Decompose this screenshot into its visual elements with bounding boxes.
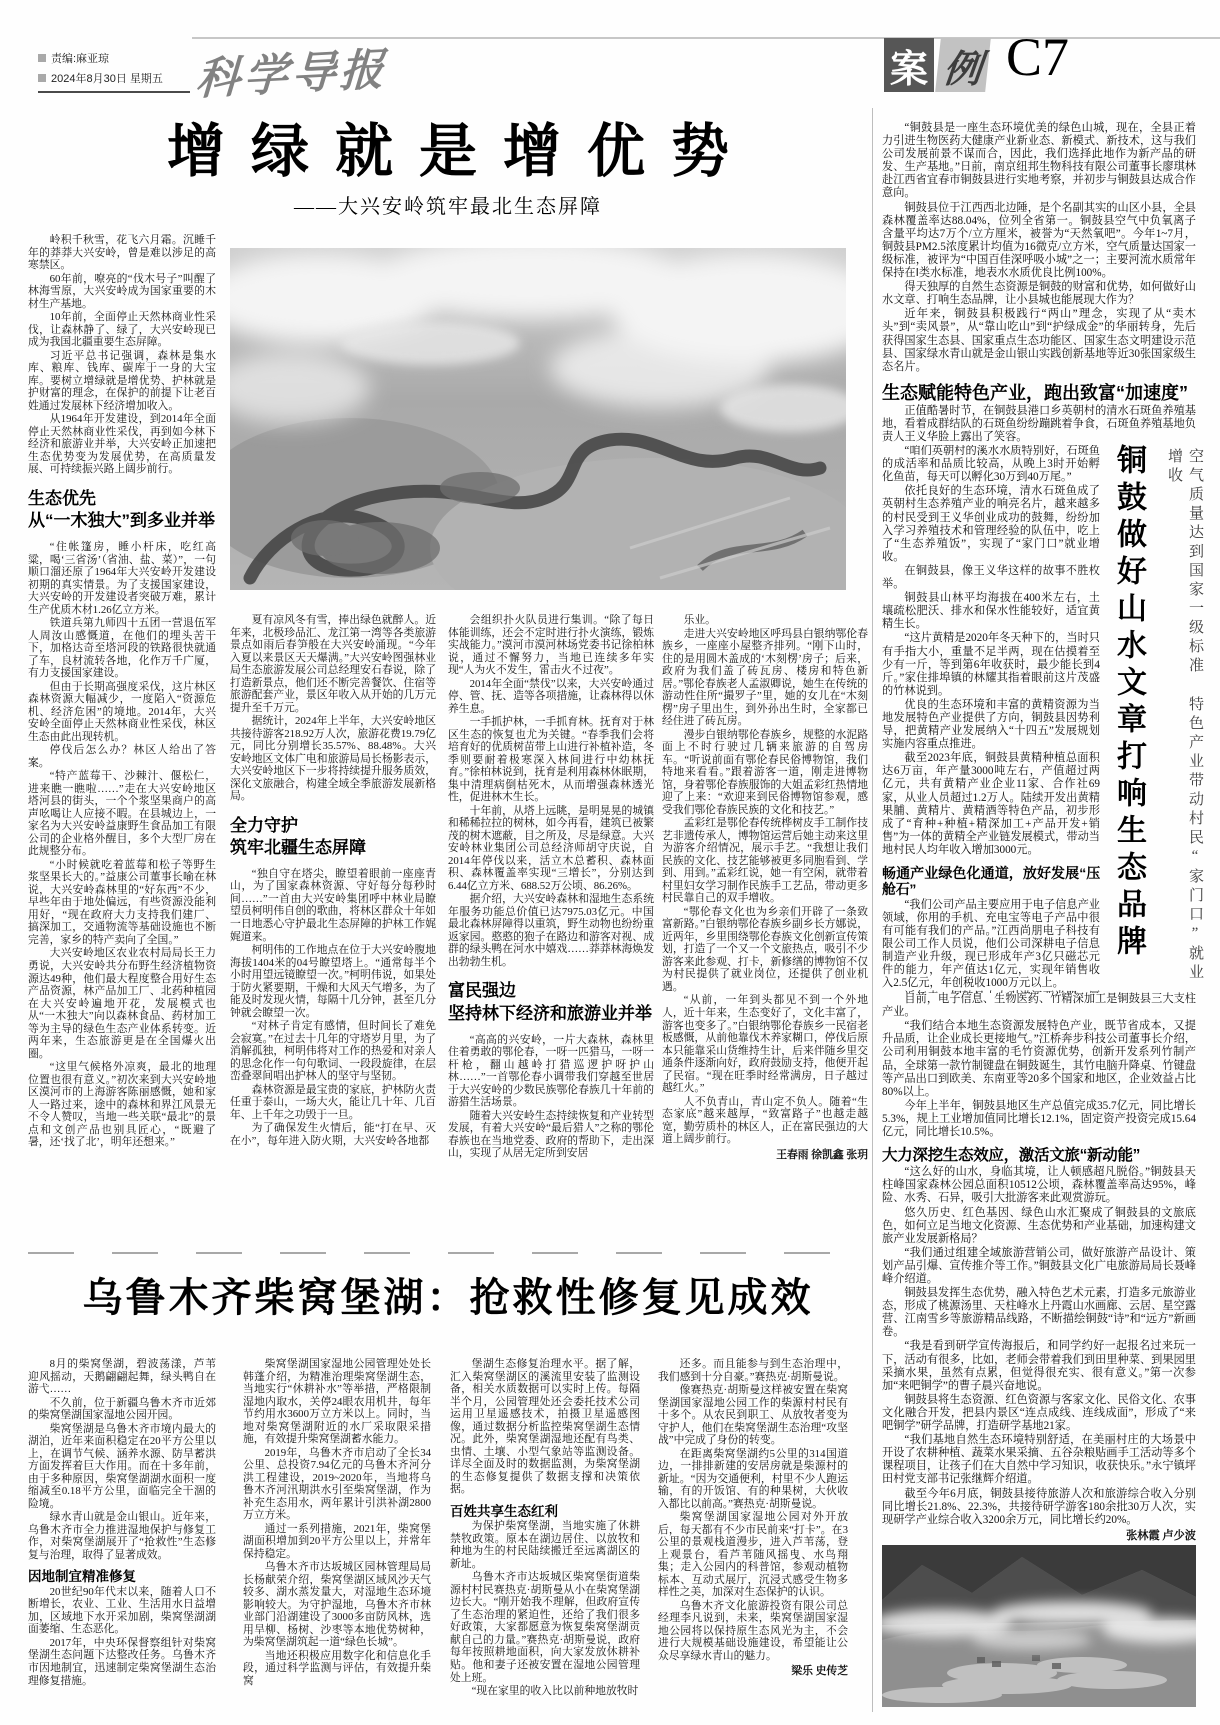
paragraph-group (882, 445, 1100, 857)
paragraph: 得天独厚的自然生态资源是铜鼓的财富和优势，如何做好山水文章、打响生态品牌，让小县城也能展现大作为？ (882, 281, 1196, 307)
paragraph: “我是看到研学宣传海报后，和同学约好一起报名过来玩一下，活动有很多，比如，老师会带着我们到田里种菜、到果园里采摘水果，虽然有点累，但觉得很充实、很有意义。”第一次参加“来吧铜学”的曹子晨兴奋地说。 (882, 1340, 1196, 1392)
paragraph-group (882, 1166, 1196, 1527)
article1-column-3 (448, 614, 654, 1242)
paragraph: 十年前，从塔上远眺，是明晃晃的城镇和稀稀拉拉的树林，如今再看，建筑已被繁茂的树木遮蔽，目之所及，尽是绿意。大兴安岭林业集团公司总经济师胡守庆说，自2014年停伐以来，活立木总蓄积、森林面积、森林覆盖率实现“三增长”，分别达到6.44亿立方米、688.52万公顷、86.26%。 (448, 804, 654, 892)
paragraph: 随着大兴安岭生态持续恢复和产业转型发展，有着大兴安岭“最后猎人”之称的鄂伦春族也在当地党委、政府的帮助下，走出深山，实现了从居无定所到安居 (448, 1109, 654, 1160)
paragraph-group (882, 899, 1100, 993)
paragraph: 悠久历史、红色基因、绿色山水汇聚成了铜鼓县的文旅底色，如何立足当地文化资源、生态优势和产业基础，加速构建文旅产业发展新格局？ (882, 1206, 1196, 1245)
article3-column-4 (658, 1358, 848, 1712)
paragraph: 习近平总书记强调，森林是集水库、粮库、钱库、碳库于一身的大宝库。要树立增绿就是增优势、护林就是护财富的理念，在保护的前提下让老百姓通过发展林下经济增加收入。 (28, 349, 216, 412)
paragraph: “我们公司产品主要应用于电子信息产业领域，你用的手机、充电宝等电子产品中很有可能有我们的产品。”江西尚朋电子科技有限公司工作人员说，他们公司深耕电子信息制造产业升级，现已形成年产3亿只磁芯元件的能力，年产值达1亿元，实现年销售收入2.5亿元，年创税收1000万元以上。 (882, 898, 1100, 990)
paragraph: 柯明伟的工作地点在位于大兴安岭腹地海拔1404米的04号瞭望塔上。“通常每半个小时用望远镜瞭望一次。”柯明伟说，如果处于防火紧要期，干燥和大风天气增多，为了能及时发现火情，每隔十几分钟，甚至几分钟就会瞭望一次。 (230, 944, 436, 1019)
paragraph-group (230, 868, 436, 1147)
paragraph: 漫步白银纳鄂伦春族乡，规整的水泥路面上不时行驶过几辆来旅游的自驾房车。“听说前面有鄂伦春民俗博物馆，我们特地来看看。”跟着游客一道，刚走进博物馆，身着鄂伦春族服饰的大姐孟彩红热情地迎了上来：“欢迎来到民俗博物馆参观，感受我们鄂伦春族民族的文化和技艺。” (662, 728, 868, 816)
paragraph: “从前，一年到头都见不到一个外地人，近十年来，生态变好了，文化丰富了，游客也变多了。”白银纳鄂伦春族乡一民宿老板感慨，从前他靠伐木养家糊口，停伐后原本只能靠采山货维持生计，后来伴随乡里交通条件逐渐向好，政府鼓励支持，他便开起了民宿。“现在旺季时经常满房，日子越过越红火。” (662, 994, 868, 1095)
article3-column-2 (243, 1358, 431, 1712)
subhead-line: 筑牢北疆生态屏障 (230, 837, 366, 857)
paragraph: “我们通过组建全域旅游营销公司，做好旅游产品设计、策划产品引爆、宣传推介等工作。”铜鼓县文化广电旅游局局长聂峰峰介绍道。 (882, 1246, 1196, 1286)
paragraph: 为保护柴窝堡湖，当地实施了休耕禁牧政策。原本在湖边居住、以放牧和种地为生的村民陆续搬迁至远离湖区的新址。 (450, 1520, 640, 1570)
paragraph: “咱们英朝村的溪水水质特别好，石斑鱼的成活率和品质比较高，从晚上3时开始孵化鱼苗，每天可以孵化30万到40万尾。” (882, 445, 1100, 484)
subhead-line: 全力守护 (230, 815, 298, 835)
paragraph: 夏有凉风冬有雪，捧出绿色就醉人。近年来，北极珍品汇、龙江第一湾等各类旅游景点如雨后春笋般在大兴安岭涌现。“今年入夏以来景区天天爆满。”大兴安岭图强林业局生态旅游发展公司总经理安石春说，除了打造新景点，他们还不断完善餐饮、住宿等旅游配套产业，景区年收入从开始的几万元提升至千万元。 (230, 614, 436, 714)
editor-row (38, 50, 190, 66)
paragraph-group (28, 234, 216, 476)
paragraph: 60年前，嘹亮的“伐木号子”叫醒了林海雪原，大兴安岭成为国家重要的木材生产基地。 (28, 272, 216, 310)
paragraph: 不久前，位于新疆乌鲁木齐市近郊的柴窝堡湖国家湿地公园开园。 (28, 1396, 216, 1422)
section-badge-an: 案 (884, 38, 934, 92)
paragraph: 据统计，2024年上半年，大兴安岭地区共接待游客218.92万人次，旅游花费19.79亿元，同比分别增长35.57%、88.48%。大兴安岭地区文体广电和旅游局局长杨影表示，大兴安岭地区下一步将持续提升服务质效，深化文旅融合，构建全域全季旅游发展新格局。 (230, 715, 436, 803)
paragraph: 乌鲁木齐市达坂城区园林管理局局长杨献荣介绍，柴窝堡湖区域风沙天气较多、湖水蒸发量大，对湿地生态环境影响较大。为守护湿地，乌鲁木齐市林业部门沿湖建设了3000多亩防风林，选用旱柳、杨树、沙枣等本地优势树种，为柴窝堡湖筑起一道“绿色长城”。 (243, 1561, 431, 1649)
paragraph-group (243, 1358, 431, 1687)
paragraph: “我们基地自然生态环境特别舒适，在美丽村庄的大场景中开设了农耕种植、蔬菜水果采摘、五谷杂粮贴画手工活动等多个课程项目，让孩子们在大自然中学习知识，收获快乐。”永宁镇坪田村党支部书记张继辉介绍道。 (882, 1434, 1196, 1486)
article1-headline: 增绿就是增优势 (166, 119, 755, 184)
article1-subhead-guard (230, 815, 436, 859)
paragraph: 近年来，铜鼓县积极践行“两山”理念，实现了从“卖木头”到“卖风景”，从“靠山吃山”到“护绿成金”的华丽转身，先后获得国家生态县、国家重点生态功能区、国家生态文明建设示范县、国家绿水青山就是金山银山实践创新基地等近30张国家级生态名片。 (882, 308, 1196, 373)
article1-subhead-rich (448, 980, 654, 1024)
bullet-square-icon (38, 74, 46, 82)
paragraph: “对林子肯定有感情，但时间长了难免会寂寞。”在过去十几年的守塔岁月里，为了消解孤独，柯明伟将对工作的热爱和对亲人的思念化作一句句歌词、一段段旋律，在层峦叠翠间唱出护林人的坚守与坚韧。 (230, 1020, 436, 1083)
date-label: 2024年8月30日 星期五 (51, 73, 163, 85)
article3-column-3 (450, 1358, 640, 1712)
paragraph-group (28, 1358, 216, 1561)
article3-subhead-2: 百姓共享生态红利 (450, 1503, 558, 1519)
paragraph: 柴窝堡湖是乌鲁木齐市境内最大的湖泊，近年来面积稳定在20平方公里以上，在调节气候、涵养水源、防旱蓄洪方面发挥着巨大作用。而在十多年前，由于多种原因，柴窝堡湖湖水面积一度缩减至0.18平方公里，面临完全干涸的险境。 (28, 1422, 216, 1510)
article2-subhead-2: 畅通产业绿色化通道，放好发展“压舱石” (882, 865, 1100, 898)
paragraph: 走进大兴安岭地区呼玛县白银纳鄂伦春族乡，一座座小屋整齐排列。“刚下山时，住的是用圆木盖成的‘木刻楞’房子；后来，政府为我们盖了砖瓦房、楼房和特色新居。”鄂伦春族老人孟淑卿说，她生在传统的游动性住所“撮罗子”里，她的女儿在“木刻楞”房子里出生，到外孙出生时，全家都已经住进了砖瓦房。 (662, 627, 868, 728)
aerial-river-photo (230, 248, 846, 590)
article2-lead-paragraph: 正值酷暑时节，在铜鼓县港口乡英朝村的清水石斑鱼养殖基地，看着成群结队的石斑鱼纷纷蹦跳着争食，石斑鱼养殖基地负责人王义华脸上露出了笑容。 (882, 404, 1196, 444)
paragraph-group (450, 1358, 640, 1496)
paragraph: “小时候就吃着蓝莓和松子等野生浆坚果长大的。”益康公司董事长喻在林说，大兴安岭森林里的“好东西”不少，早些年由于地处偏远，有些资源没能利用好，“现在政府大力支持我们建厂、搞深加工，交通物流等基础设施也不断完善，家乡的特产卖向了全国。” (28, 858, 216, 946)
paragraph: 2014年全面“禁伐”以来，大兴安岭通过停、管、抚、造等各项措施，让森林得以休养生息。 (448, 677, 654, 715)
paragraph: 森林资源是最宝贵的家底，护林防火责任重于泰山，一场大火，能让几十年、几百年、上千年之功毁于一旦。 (230, 1083, 436, 1121)
paragraph: 截至今年6月底，铜鼓县接待旅游人次和旅游综合收入分别同比增长21.8%、22.3%，共接待研学游客180余批30万人次，实现研学产业综合收入3200余万元，同比增长约20%。 (882, 1487, 1196, 1526)
article2-byline: 张林霞 卢少波 (1126, 1529, 1196, 1542)
paragraph: 当地还积极应用数字化和信息化手段，通过科学监测与评估，有效提升柴窝 (243, 1649, 431, 1687)
date-row (38, 70, 190, 86)
paragraph: 像赛热克·胡斯曼这样被安置在柴窝堡湖国家湿地公园工作的柴源村村民有十多个。从农民到职工、从放牧者变为守护人，他们在柴窝堡湖生态治理“攻坚战”中完成了身份的转变。 (658, 1384, 848, 1447)
paragraph-group (662, 614, 868, 1146)
paragraph: 停伐后怎么办？林区人给出了答案。 (28, 744, 216, 769)
masthead-logo: 科学导报 (194, 44, 389, 105)
paragraph: 20世纪90年代末以来，随着人口不断增长，农业、工业、生活用水日益增加，区域地下水开采加剧，柴窝堡湖湖面萎缩、生态恶化。 (28, 1585, 216, 1636)
paragraph: “独自守在塔尖，瞭望着眼前一座座青山，为了国家森林资源、守好每分每秒时间……”一首由大兴安岭集团呼中林业局瞭望员柯明伟自创的歌曲，将林区群众十年如一日地悉心守护最北生态屏障的护林工作娓娓道来。 (230, 867, 436, 943)
article-divider (28, 1252, 868, 1254)
paragraph: “铜鼓县是一座生态环境优美的绿色山城，现在，全县正着力引进生物医药大健康产业新业态、新模式、新技术，这与我们公司发展前景不谋而合，因此，我们选择此地作为新产品的研发、生产基地。”日前，南京纽邦生物科技有限公司董事长廖琪林赴江西省宜春市铜鼓县进行实地考察，并初步与铜鼓县达成合作意向。 (882, 122, 1196, 200)
article2-narrow-column (882, 445, 1100, 993)
article3-headline: 乌鲁木齐柴窝堡湖：抢救性修复见成效 (82, 1275, 814, 1320)
paragraph: 目前，电子信息、生物医药、竹精深加工是铜鼓县三大支柱产业。 (882, 993, 1196, 1019)
misty-mountain-village-photo (882, 1545, 1196, 1707)
misty-mountain-photo-art (882, 1545, 1196, 1707)
paragraph (882, 991, 1100, 993)
editor-label: 责编:麻亚琼 (51, 53, 110, 65)
subhead-line: 生态优先 (28, 488, 96, 508)
paragraph-group (28, 541, 216, 1149)
paragraph: 据介绍，大兴安岭森林和湿地生态系统年服务功能总价值已达7975.03亿元。中国最北森林屏障得以重筑，野生动物也纷纷重返家园。憨憨的狍子在路边和游客对视、成群的绿头鸭在河水中嬉戏……莽莽林海焕发出勃勃生机。 (448, 893, 654, 968)
article2-vertical-headline-block (1106, 444, 1206, 1000)
paragraph: 铜鼓县山林平均海拔在400米左右，土壤疏松肥沃、排水和保水性能较好，适宜黄精生长。 (882, 592, 1100, 631)
paragraph-group (28, 1586, 216, 1687)
paragraph-group (230, 614, 436, 803)
paragraph: 铁道兵第九师四十五团一营退伍军人周汝山感慨道，在他们的埋头苦干下，加格达奇至塔河段的铁路很快就通了车，良材流转各地，化作万千广厦，有力支援国家建设。 (28, 617, 216, 680)
paragraph: 2019年，乌鲁木齐市启动了全长34公里、总投资7.94亿元的乌鲁木齐河分洪工程建设，2019~2020年，当地将乌鲁木齐河汛期洪水引至柴窝堡湖，作为补充生态用水，两年累计引洪补湖2800万立方米。 (243, 1446, 431, 1522)
article1-column-2 (230, 614, 436, 1242)
paragraph: “我们结合本地生态资源发展特色产业，既节省成本，又提升品质，让企业成长更接地气。”江桥奔步科技公司董事长介绍，公司利用铜鼓本地丰富的毛竹资源优势，创新开发系列竹制产品，全球第一款竹制键盘在铜鼓诞生，其竹电脑升降桌、竹键盘等产品出口到欧美、东南亚等20多个国家和地区，企业效益占比80%以上。 (882, 1020, 1196, 1098)
vertical-rule (872, 108, 873, 1712)
paragraph-group (448, 1034, 654, 1160)
paragraph: 柴窝堡湖国家湿地公园管理处处长韩蓬介绍，为精准治理柴窝堡湖生态，当地实行“休耕补水”等举措，严格限制湿地内取水，关停24眼农用机井，每年节约用水3600万立方米以上。同时，当地对柴窝堡湖附近的水厂采取限采措施，有效提升柴窝堡湖蓄水能力。 (243, 1358, 431, 1446)
paragraph: 绿水青山就是金山银山。近年来，乌鲁木齐市全力推进湿地保护与修复工作，对柴窝堡湖展开了“抢救性”生态修复与治理，取得了显著成效。 (28, 1511, 216, 1561)
article3-subhead-1: 因地制宜精准修复 (28, 1569, 136, 1585)
paragraph: 在距离柴窝堡湖约5公里的314国道边，一排排新建的安居房就是柴源村的新址。“因为交通便利，村里不少人跑运输，有的开饭馆、有的种果树，大伙收入都比以前高。”赛热克·胡斯曼说。 (658, 1447, 848, 1510)
article1-byline: 王春雨 徐凯鑫 张玥 (776, 1148, 868, 1161)
paragraph: 铜鼓县位于江西西北边陲，是个名副其实的山区小县，全县森林覆盖率达88.04%，位列全省第一。铜鼓县空气中负氧离子含量平均达7万个/立方厘米，被誉为“天然氧吧”。今年1~7月，铜鼓县PM2.5浓度累计均值为16微克/立方米，空气质量达国家一级标准，被评为“中国百佳深呼吸小城”之一；主要河流水质常年保持在Ⅰ类水标准，地表水水质优良比例100%。 (882, 201, 1196, 280)
paragraph: 孟彩红是鄂伦春传统桦树皮手工制作技艺非遗传承人，博物馆运营后她主动来这里为游客介绍情况，展示手艺。“我想让我们民族的文化、技艺能够被更多同胞看到、学到、用到。”孟彩红说，她一有空闲，就带着村里妇女学习制作民族手工艺品，带动更多村民靠自己的双手增收。 (662, 817, 868, 905)
paragraph: 还多。而且能参与到生态治理中，我们感到十分自豪。”赛热克·胡斯曼说。 (658, 1358, 848, 1383)
paragraph: 一手抓护林，一手抓育林。抚育对于林区生态的恢复也尤为关键。“春季我们会将培育好的优质树苗带上山进行补植补造，冬季则要耐着极寒深入林间进行中幼林抚育。”徐柏林说到，抚育是利用森林休眠期，集中清理病倒枯死木，从而增强森林透光性，促进林木生长。 (448, 716, 654, 804)
paragraph: 乌鲁木齐市达坂城区柴窝堡街道柴源村村民赛热克·胡斯曼从小在柴窝堡湖边长大。“刚开始我不理解，但政府宣传了生态治理的紧迫性，还给了我们很多好政策，大家都愿意为恢复柴窝堡湖贡献自己的力量。”赛热克·胡斯曼说，政府每年按照耕地面积，向大家发放休耕补贴。他和妻子还被安置在湿地公园管理处上班。 (450, 1571, 640, 1684)
paragraph: 2017年，中央环保督察组针对柴窝堡湖生态问题下达整改任务。乌鲁木齐市因地制宜，迅速制定柴窝堡湖生态治理修复措施。 (28, 1636, 216, 1687)
aerial-river-photo-art (230, 248, 846, 590)
paragraph: 今年上半年，铜鼓县地区生产总值完成35.7亿元，同比增长5.3%，规上工业增加值同比增长12.1%，固定资产投资完成15.64亿元，同比增长10.5%。 (882, 1099, 1196, 1139)
paragraph-group (450, 1520, 640, 1697)
article2-vertical-kicker: 空气质量达到国家一级标准 特色产业带动村民“家门口”就业增收 (1166, 448, 1203, 983)
paragraph: 会组织扑火队员进行集训。“除了每日体能训练，还会不定时进行扑火演练，锻炼实战能力。”漠河市漠河林场党委书记徐柏林说，通过不懈努力，当地已连续多年实现“人为火不发生，雷击火不过夜”。 (448, 614, 654, 677)
paragraph: “鄂伦春文化也为乡亲们开辟了一条致富新路。”白银纳鄂伦春族乡副乡长方娜说，近两年，乡里围绕鄂伦春族文化创新宣传策划，打造了一个又一个文旅热点，吸引不少游客来此参观、打卡，新修缮的博物馆不仅为村民提供了就业岗位，还提供了创业机遇。 (662, 905, 868, 993)
paragraph: 为了确保发生火情后，能“打在早、灭在小”，每年进入防火期，大兴安岭各地都 (230, 1122, 436, 1147)
paragraph-group (882, 993, 1196, 1139)
paragraph: “高高的兴安岭，一片大森林，森林里住着勇敢的鄂伦春，一呀一匹猎马，一呀一杆枪，翻山越岭打猎巡逻护呀护山林……”一首鄂伦春小调带我们穿越至世居于大兴安岭的少数民族鄂伦春族几十年前的游猎生活场景。 (448, 1033, 654, 1109)
paragraph: 在铜鼓县，像王义华这样的故事不胜枚举。 (882, 564, 1100, 591)
paragraph-group (882, 122, 1196, 374)
paragraph: 10年前，全面停止天然林商业性采伐，让森林静了、绿了，大兴安岭现已成为我国北疆重要生态屏障。 (28, 311, 216, 349)
article1-subhead-eco (28, 488, 216, 532)
article3-column-1 (28, 1358, 216, 1712)
article1-column-4 (662, 614, 868, 1242)
article2-subhead-1: 生态赋能特色产业，跑出致富“加速度” (882, 382, 1188, 403)
paragraph: 从1964年开发建设，到2014年全面停止天然林商业性采伐，再到如今林下经济和旅游业并举，大兴安岭正加速把生态优势变为发展优势，在高质量发展、可持续振兴路上阔步前行。 (28, 413, 216, 476)
paragraph: 依托良好的生态环境，清水石斑鱼成了英朝村生态养殖产业的响亮名片，越来越多的村民受到王义华创业成功的鼓舞，纷纷加入学习养殖技术和管理经验的队伍中，吃上了“生态养殖饭”，实现了“家门口”就业增收。 (882, 485, 1100, 563)
article1-subtitle: ——大兴安岭筑牢最北生态屏障 (294, 196, 602, 218)
paragraph: “现在家里的收入比以前种地放牧时 (471, 1685, 639, 1698)
paragraph: 大兴安岭地区农业农村局局长王力勇说，大兴安岭共分布野生经济植物资源达49种，他们最大程度整合用好生态产品资源，林产品加工厂、北药种植园在大兴安岭遍地开花，发展模式也从“一木独大”向以森林食品、药材加工等为主导的绿色生态产业体系转变。近两年来，生态旅游更是在全国爆火出圈。 (28, 947, 216, 1060)
paragraph: 截至2023年底，铜鼓县黄精种植总面积达6万亩，年产量3000吨左右，产值超过两亿元，共有黄精产业企业11家、合作社69家，从业人员超过1.2万人。陆续开发出黄精果脯、黄精片、黄精酒等特色产品，初步形成了“育种+种植+精深加工+产品开发+销售”为一体的黄精全产业链发展模式，带动当地村民人均年收入增加3000元。 (882, 752, 1100, 856)
paragraph: “住帐篷房，睡小杆床，吃红高粱，喝‘三省汤’（省油、盐、菜）”，一句顺口溜还原了1964年大兴安岭开发建设初期的真实情景。为了支援国家建设，大兴安岭的开发建设者突破万难，累计生产优质木材1.26亿立方米。 (28, 540, 216, 616)
paragraph: “这么好的山水，身临其境，让人顿感超凡脱俗。”铜鼓县天柱峰国家森林公园总面积10512公顷，森林覆盖率高达95%，峰险、水秀、石异，吸引大批游客来此观赏游玩。 (882, 1166, 1196, 1205)
article2-vertical-headline: 铜鼓做好山水文章打响生态品牌 (1112, 444, 1145, 962)
page-number: C7 (1006, 27, 1070, 87)
paragraph-group (658, 1358, 848, 1662)
paragraph: 但由于长期高强度采伐，这片林区森林资源大幅减少，一度陷入“资源危机、经济危困”的境地。2014年，大兴安岭全面停止天然林商业性采伐，林区生态由此出现转机。 (28, 680, 216, 743)
article3-byline: 梁乐 史传芝 (791, 1665, 848, 1678)
paragraph: 铜鼓县将生态资源、红色资源与客家文化、民俗文化、农事文化融合开发，把县内景区“连点成线、连线成面”，形成了“来吧铜学”研学品牌，打造研学基地21家。 (882, 1393, 1196, 1433)
article2-subhead-3: 大力深挖生态效应，激活文旅“新动能” (882, 1147, 1141, 1165)
paragraph: 乌鲁木齐文化旅游投资有限公司总经理李凡说到，未来，柴窝堡湖国家湿地公园将以保持原生态风光为主，不会进行大规模基础设施建设，希望能让公众尽享绿水青山的魅力。 (658, 1599, 848, 1662)
article1-column-1 (28, 234, 216, 1242)
paragraph: “特产蓝莓干、沙棘汁、偃松仁，进来瞧一瞧啦……”走在大兴安岭地区塔河县的街头，一个个浆坚果商户的高声吆喝让人应接不暇。在县城边上，一家名为大兴安岭益康野生食品加工有限公司的企业格外醒目，多个大型厂房在此规整分布。 (28, 770, 216, 858)
paragraph: 铜鼓县发挥生态优势，融入特色艺术元素，打造多元旅游业态，形成了桃源汤里、天柱峰水上丹霞山水画廊、云居、星空露营、江南雪乡等旅游精品线路，不断描绘铜鼓“诗”和“远方”新画卷。 (882, 1287, 1196, 1339)
paragraph-group (448, 614, 654, 968)
header-meta (38, 50, 190, 93)
subhead-line: 富民强边 (448, 981, 516, 1001)
paragraph: 人不负青山，青山定不负人。随着“生态家底”越来越厚，“致富路子”也越走越宽，勤劳质朴的林区人，正在富民强边的大道上阔步前行。 (662, 1095, 868, 1146)
paragraph: 堡湖生态修复治理水平。据了解，汇入柴窝堡湖区的溪流里安装了监测设备，相关水质数据可以实时上传。每隔半个月，公园管理处还会委托技术公司运用卫星遥感技术，拍摄卫星遥感图像，通过数据分析监控柴窝堡湖生态情况。此外，柴窝堡湖湿地还配有鸟类、虫情、土壤、小型气象站等监测设备。详尽全面及时的数据监测，为柴窝堡湖的生态修复提供了数据支撑和决策依据。 (450, 1358, 640, 1496)
bullet-square-icon (38, 54, 46, 62)
paragraph: 岭积千秋雪，花飞六月霜。沉睡千年的莽莽大兴安岭，曾是难以涉足的高寒禁区。 (28, 234, 216, 272)
subhead-line: 从“一木独大”到多业并举 (28, 510, 215, 530)
paragraph: 柴窝堡湖国家湿地公园对外开放后，每天都有不少市民前来“打卡”。在3公里的景观栈道漫步，进入芦苇荡，登上观景台，看芦苇随风摇曳、水鸟翔集；走入公园内的科普馆，参观动植物标本、互动式展厅，沉浸式感受生物多样性之美，加深对生态保护的认识。 (658, 1511, 848, 1599)
subhead-line: 坚持林下经济和旅游业并举 (448, 1003, 652, 1023)
paragraph: “这片黄精是2020年冬天种下的，当时只有手指大小，重量不足半两，现在估摸着至少有一斤，等到第6年收获时，最少能长到4斤。”家住排埠镇的林耀其指着眼前这片茂盛的竹林说到。 (882, 632, 1100, 697)
paragraph: 通过一系列措施，2021年，柴窝堡湖面积增加到20平方公里以上，并常年保持稳定。 (243, 1522, 431, 1560)
paragraph: 优良的生态环境和丰富的黄精资源为当地发展特色产业提供了方向，铜鼓县因势利导，把黄精产业发展纳入“十四五”发展规划实施内容重点推进。 (882, 698, 1100, 751)
section-badge-li: 例 (935, 38, 991, 92)
paragraph: 乐业。 (683, 614, 716, 626)
paragraph: “这里气候格外凉爽，最北的地理位置也很有意义。”初次来到大兴安岭地区漠河市的上海游客陈丽感慨，她和家人一路过来，途中的森林和界江风景无不令人赞叹，当地一些关联“最北”的景点和文创产品也别具匠心，“既避了暑，还‘找了北’，明年还想来。” (28, 1061, 216, 1149)
paragraph: 8月的柴窝堡湖，碧波荡漾，芦苇迎风摇动，天鹅翩翩起舞，绿头鸭自在游弋…… (28, 1358, 216, 1396)
